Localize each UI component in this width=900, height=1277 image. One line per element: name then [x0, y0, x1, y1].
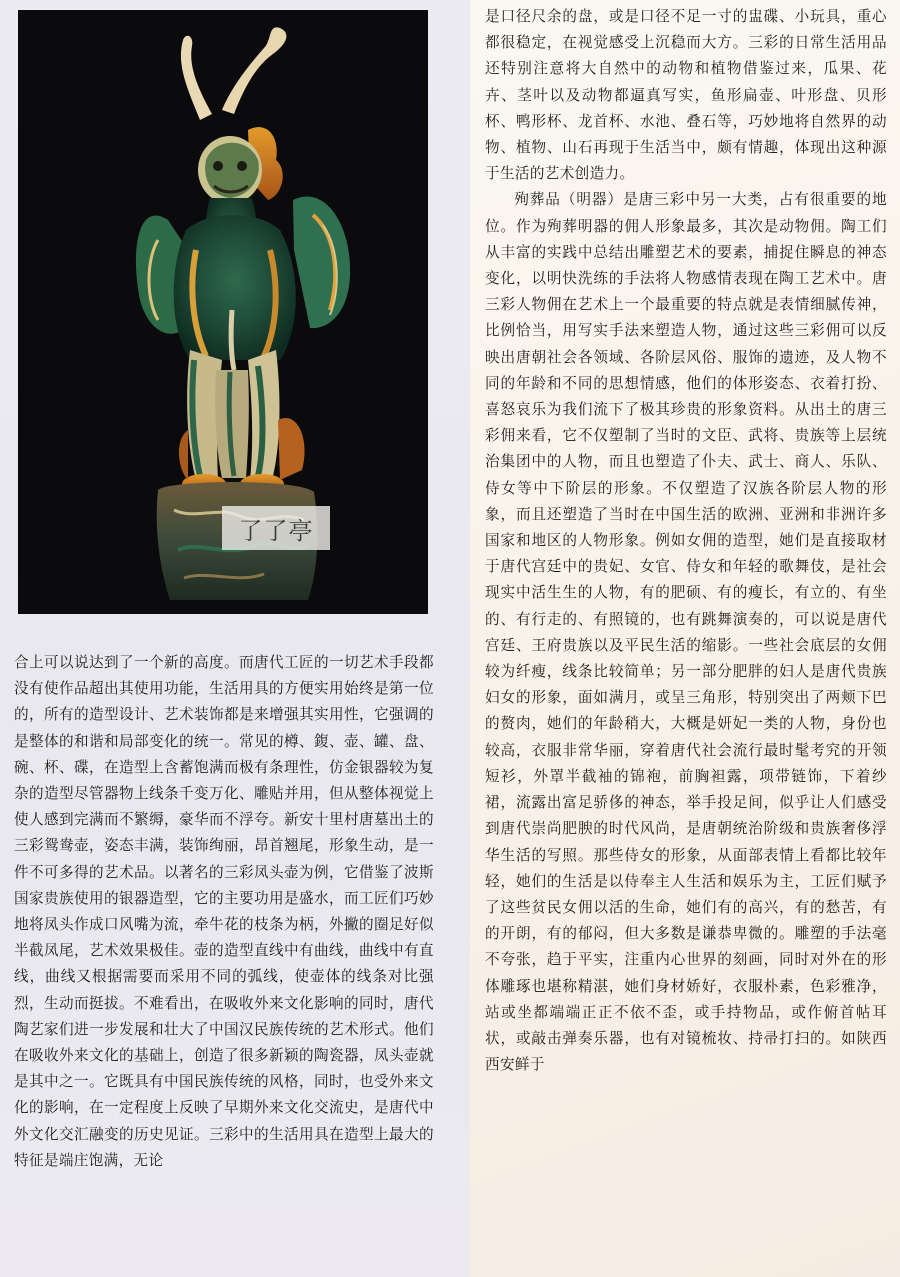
watermark-text: 了了亭 [238, 516, 314, 545]
right-paragraph-2: 殉葬品（明器）是唐三彩中另一大类，占有很重要的地位。作为殉葬明器的佣人形象最多，其次是动物佣。陶工们从丰富的实践中总结出雕塑艺术的要素，捕捉住瞬息的神态变化，以明快洗练的手法将人物感情表现在陶工艺术中。唐三彩人物佣在艺术上一个最重要的特点就是表情细腻传神，比例恰当，用写实手法来塑造人物，通过这些三彩佣可以反映出唐朝社会各领域、各阶层风俗、服饰的遗迹，及人物不同的年龄和不同的思想情感，他们的体形姿态、衣着打扮、喜怒哀乐为我们流下了极其珍贵的形象资料。从出土的唐三彩佣来看，它不仅塑制了当时的文臣、武将、贵族等上层统治集团中的人物，而且也塑造了仆夫、武士、商人、乐队、侍女等中下阶层的形象。不仅塑造了汉族各阶层人物的形象，而且还塑造了当时在中国生活的欧洲、亚洲和非洲许多国家和地区的人物形象。例如女佣的造型，她们是直接取材于唐代宫廷中的贵妃、女官、侍女和年轻的歌舞伎，是社会现实中活生生的人物，有的肥硕、有的瘦长，有立的、有坐的、有行走的、有照镜的，也有跳舞演奏的，可以说是唐代宫廷、王府贵族以及平民生活的缩影。一些社会底层的女佣较为纤瘦，线条比较简单；另一部分肥胖的妇人是唐代贵族妇女的形象，面如满月，或呈三角形，特别突出了两颊下巴的赘肉，她们的年龄稍大，大概是妍妃一类的人物，身份也较高，衣服非常华丽，穿着唐代社会流行最时髦考究的开领短衫，外罩半截袖的锦袍，前胸袒露，项带链饰，下着纱裙，流露出富足骄侈的神态，举手投足间，似乎让人们感受到唐代崇尚肥腴的时代风尚，是唐朝统治阶级和贵族奢侈浮华生活的写照。那些侍女的形象，从面部表情上看都比较年轻，她们的生活是以侍奉主人生活和娱乐为主，工匠们赋予了这些贫民女佣以活的生命，她们有的高兴，有的愁苦，有的开朗，有的郁闷，但大多数是谦恭卑微的。雕塑的手法毫不夸张，趋于平实，注重内心世界的刻画，同时对外在的形体雕琢也堪称精湛，她们身材娇好，衣服朴素，色彩雅净，站或坐都端端正正不依不歪，或手持物品，或作俯首帖耳状，或敲击弹奏乐器，也有对镜梳妆、持帚打扫的。如陕西西安鲜于 [485, 191, 887, 1074]
left-paragraph: 合上可以说达到了一个新的高度。而唐代工匠的一切艺术手段都没有使作品超出其使用功能，生活用具的方便实用始终是第一位的，所有的造型设计、艺术装饰都是来增强其实用性，它强调的是整体的和谐和局部变化的统一。常见的樽、鍑、壶、罐、盘、碗、杯、碟，在造型上含蓄饱满而极有条理性，仿金银器较为复杂的造型尽管器物上线条千变万化、雕贴并用，但从整体视觉上使人感到完满而不繁缛，豪华而不浮夸。新安十里村唐墓出土的三彩鸳鸯壶，姿态丰满，装饰绚丽，昂首翘尾，形象生动，是一件不可多得的艺术品。以著名的三彩凤头壶为例，它借鉴了波斯国家贵族使用的银器造型，它的主要功用是盛水，而工匠们巧妙地将凤头作成口风嘴为流，牵牛花的枝条为柄，外撇的圈足好似半截凤尾，艺术效果极佳。壶的造型直线中有曲线，曲线中有直线，曲线又根据需要而采用不同的弧线，使壶体的线条对比强烈，生动而挺拔。不难看出，在吸收外来文化影响的同时，唐代陶艺家们进一步发展和壮大了中国汉民族传统的艺术形式。他们在吸收外来文化的基础上，创造了很多新颖的陶瓷器，凤头壶就是其中之一。它既具有中国民族传统的风格，同时，也受外来文化的影响，在一定程度上反映了早期外来文化交流史，是唐代中外文化交汇融变的历史见证。三彩中的生活用具在造型上最大的特征是端庄饱满，无论 [14, 654, 434, 1169]
right-text-column [485, 4, 887, 1078]
watermark-stamp [222, 506, 330, 550]
right-paragraph-1: 是口径尺余的盘，或是口径不足一寸的盅碟、小玩具，重心都很稳定，在视觉感受上沉稳而大方。三彩的日常生活用品还特别注意将大自然中的动物和植物借鉴过来，瓜果、花卉、茎叶以及动物都逼真写实，鱼形扁壶、叶形盘、贝形杯、鸭形杯、龙首杯、水池、叠石等，巧妙地将自然界的动物、植物、山石再现于生活当中，颇有情趣，体现出这种源于生活的艺术创造力。 [485, 8, 887, 183]
tang-sancai-beast-photo [18, 10, 428, 614]
left-text-column [14, 650, 434, 1174]
